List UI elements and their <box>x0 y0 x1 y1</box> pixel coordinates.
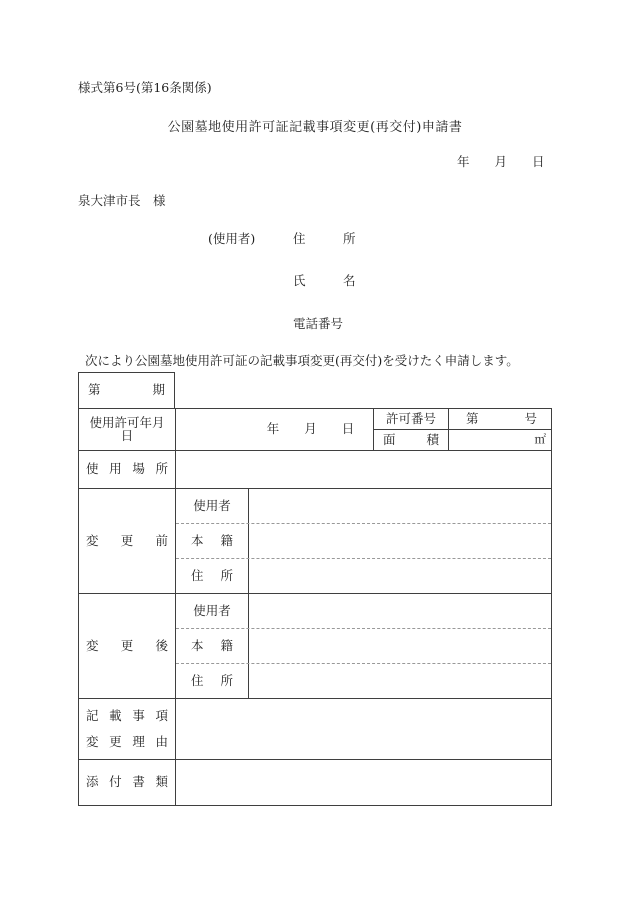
applicant-name-label: 氏 名 <box>293 273 356 288</box>
before-address-label-cell <box>176 559 249 593</box>
permit-number-label-cell <box>374 409 449 429</box>
applicant-phone-label: 電話番号 <box>293 316 344 331</box>
before-user-label-cell <box>176 489 249 523</box>
permit-date-row <box>79 409 551 451</box>
after-address-label-cell <box>176 664 249 698</box>
after-address-row <box>176 664 551 698</box>
permit-number-area-col <box>374 409 551 450</box>
after-domicile-label-cell <box>176 629 249 663</box>
period-prefix: 第 <box>88 382 101 398</box>
after-domicile-label: 本籍 <box>191 637 233 653</box>
after-domicile-row <box>176 629 551 664</box>
after-user-value-cell <box>249 594 551 628</box>
permit-date-value: 年 月 日 <box>266 421 355 437</box>
page-title: 公園墓地使用許可証記載事項変更(再交付)申請書 <box>167 120 463 135</box>
before-domicile-value-cell <box>249 524 551 558</box>
before-change-block <box>79 489 551 594</box>
period-cell <box>78 372 175 409</box>
after-address-label: 住所 <box>191 672 233 688</box>
before-user-row <box>176 489 551 524</box>
after-user-row <box>176 594 551 629</box>
after-domicile-value-cell <box>249 629 551 663</box>
date-line: 年 月 日 <box>457 154 545 169</box>
before-user-value-cell <box>249 489 551 523</box>
before-change-label: 変更前 <box>86 532 168 548</box>
location-label: 使用場所 <box>86 461 168 477</box>
area-label-cell <box>374 430 449 450</box>
before-domicile-label-cell <box>176 524 249 558</box>
reason-row <box>79 699 551 760</box>
attachments-label-cell <box>79 760 176 805</box>
after-change-label-cell <box>79 594 176 698</box>
permit-number-label: 許可番号 <box>385 410 436 426</box>
before-change-subrows <box>176 489 551 593</box>
period-suffix: 期 <box>152 382 165 398</box>
before-domicile-label: 本籍 <box>191 532 233 548</box>
application-table <box>78 372 552 807</box>
permit-date-label: 使用許可年月日 <box>89 415 165 443</box>
table-main <box>78 408 552 806</box>
permit-date-value-cell <box>176 409 374 450</box>
before-address-value-cell <box>249 559 551 593</box>
after-user-label-cell <box>176 594 249 628</box>
area-label: 面積 <box>383 431 439 447</box>
permit-number-prefix: 第 <box>466 410 479 426</box>
before-address-row <box>176 559 551 593</box>
permit-date-label-cell <box>79 409 176 450</box>
area-value-cell <box>449 430 551 450</box>
after-change-block <box>79 594 551 699</box>
reason-label-line2: 変更理由 <box>86 733 168 749</box>
area-row <box>374 430 551 450</box>
reason-value-cell <box>176 699 551 759</box>
attachments-value-cell <box>176 760 551 805</box>
location-row <box>79 451 551 489</box>
applicant-role-label: (使用者) <box>208 231 256 246</box>
after-change-label: 変更後 <box>86 637 168 653</box>
reason-label-cell <box>79 699 176 759</box>
before-address-label: 住所 <box>191 567 233 583</box>
before-change-label-cell <box>79 489 176 593</box>
area-unit: ㎡ <box>534 432 546 447</box>
form-number: 様式第6号(第16条関係) <box>78 80 212 95</box>
applicant-address-label: 住 所 <box>293 231 356 246</box>
before-user-label: 使用者 <box>193 497 231 513</box>
addressee: 泉大津市長 様 <box>78 193 166 208</box>
location-label-cell <box>79 451 176 488</box>
before-domicile-row <box>176 524 551 559</box>
location-value-cell <box>176 451 551 488</box>
permit-number-suffix: 号 <box>524 410 537 426</box>
attachments-label: 添付書類 <box>86 774 168 790</box>
after-change-subrows <box>176 594 551 698</box>
statement: 次により公園墓地使用許可証の記載事項変更(再交付)を受けたく申請します。 <box>85 353 519 368</box>
after-user-label: 使用者 <box>193 602 231 618</box>
permit-number-row <box>374 409 551 430</box>
after-address-value-cell <box>249 664 551 698</box>
attachments-row <box>79 760 551 805</box>
reason-label-line1: 記載事項 <box>86 708 168 723</box>
permit-number-value-cell <box>449 409 551 429</box>
